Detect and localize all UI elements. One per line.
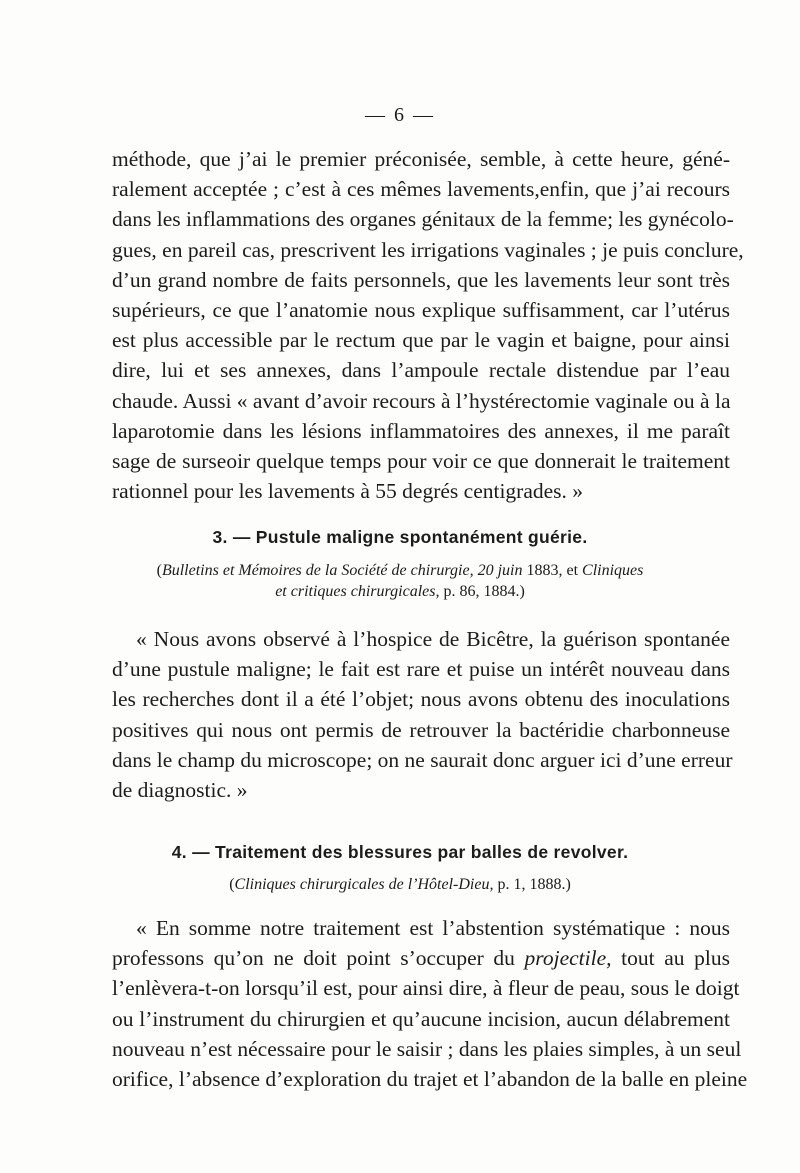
text-line: dans le champ du microscope; on ne saurait donc arguer ici d’une erreur: [112, 747, 733, 772]
text-line: « En somme notre traitement est l’abstention systématique : nous: [136, 916, 730, 940]
text-line: sage de surseoir quelque temps pour voir ce que donnerait le traitement: [112, 448, 730, 473]
text-line: « Nous avons observé à l’hospice de Bicêtre, la guérison spontanée: [136, 627, 730, 651]
text-line: méthode, que j’ai le premier préconisée, semble, à cette heure, géné-: [112, 147, 730, 171]
text-line: nouveau n’est nécessaire pour le saisir ; dans les plaies simples, à un seul: [112, 1036, 742, 1061]
text-line: l’enlèvera-t-on lorsqu’il est, pour ainsi dire, à fleur de peau, sous le doigt: [112, 976, 740, 1001]
intro-paragraph: [112, 144, 744, 506]
section-3-heading: 3. — Pustule maligne spontanément guérie.: [212, 527, 588, 547]
text-line: dire, lui et ses annexes, dans l’ampoule rectale distendue par l’eau: [112, 358, 730, 383]
citation-line: (Bulletins et Mémoires de la Société de chirurgie, 20 juin 1883, et Cliniques: [156, 562, 644, 579]
citation-line: et critiques chirurgicales, p. 86, 1884.): [275, 583, 525, 600]
text-line: les recherches dont il a été l’objet; nous avons obtenu des inoculations: [112, 687, 730, 712]
section-3-citation: [0, 560, 800, 602]
text-line: professons qu’on ne doit point s’occuper du projectile, tout au plus: [112, 946, 730, 971]
text-line: d’un grand nombre de faits personnels, que les lavements leur sont très: [112, 267, 730, 292]
text-line: ralement acceptée ; c’est à ces mêmes lavements,enfin, que j’ai recours: [112, 177, 730, 202]
section-4-paragraph: [112, 913, 748, 1094]
text-line: est plus accessible par le rectum que par le vagin et baigne, pour ainsi: [112, 328, 730, 353]
text-line: laparotomie dans les lésions inflammatoires des annexes, il me paraît: [112, 418, 730, 443]
section-4-heading: 4. — Traitement des blessures par balles de revolver.: [171, 842, 629, 862]
text-line: ou l’instrument du chirurgien et qu’aucune incision, aucun délabrement: [112, 1006, 730, 1031]
text-line: dans les inflammations des organes génitaux de la femme; les gynécolo-: [112, 207, 734, 232]
citation-line: (Cliniques chirurgicales de l’Hôtel-Dieu, p. 1, 1888.): [229, 876, 571, 893]
page-number: — 6 —: [365, 104, 435, 126]
text-line: d’une pustule maligne; le fait est rare et puise un intérêt nouveau dans: [112, 657, 730, 682]
section-3-paragraph: [112, 624, 733, 805]
text-line: de diagnostic. »: [112, 777, 248, 802]
text-line: supérieurs, ce que l’anatomie nous explique suffisamment, car l’utérus: [112, 297, 730, 322]
text-line: gues, en pareil cas, prescrivent les irrigations vaginales ; je puis conclure,: [112, 237, 744, 262]
text-line: chaude. Aussi « avant d’avoir recours à l’hystérectomie vaginale ou à la: [112, 388, 731, 413]
section-4-citation: [0, 874, 800, 895]
text-line: orifice, l’absence d’exploration du trajet et l’abandon de la balle en pleine: [112, 1066, 748, 1091]
text-line: positives qui nous ont permis de retrouver la bactéridie charbonneuse: [112, 717, 730, 742]
emphasis-projectile: projectile,: [524, 946, 612, 971]
text-line: rationnel pour les lavements à 55 degrés centigrades. »: [112, 479, 584, 504]
